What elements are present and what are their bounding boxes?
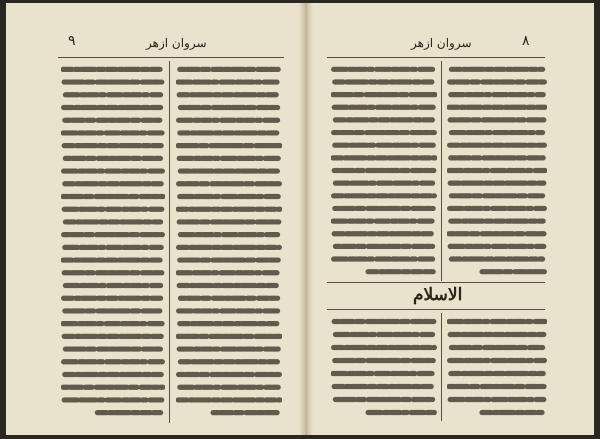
right-page-lower-text-column-outer [447,315,547,419]
left-page [6,3,299,435]
right-running-title: سروان ازهر [411,36,472,50]
left-page-number: ٩ [68,33,76,49]
right-column-divider-upper [441,61,442,281]
left-column-divider [169,61,170,423]
section-top-rule [327,282,545,283]
section-bottom-rule [327,309,545,310]
right-page-text-column-inner [331,63,437,278]
left-running-title: سروان ازهر [146,36,207,50]
section-heading: الاسلام [413,285,463,305]
right-column-divider-lower [441,313,442,421]
left-page-text-column-outer [61,63,165,419]
book-spread [6,3,594,435]
left-page-text-column-inner [176,63,282,419]
right-page [313,3,594,435]
right-page-text-column-outer [447,63,547,278]
right-header-rule [327,57,545,58]
left-header-rule [58,57,284,58]
right-page-number: ٨ [522,33,530,49]
right-page-lower-text-column-inner [331,315,437,419]
book-gutter [299,3,313,435]
